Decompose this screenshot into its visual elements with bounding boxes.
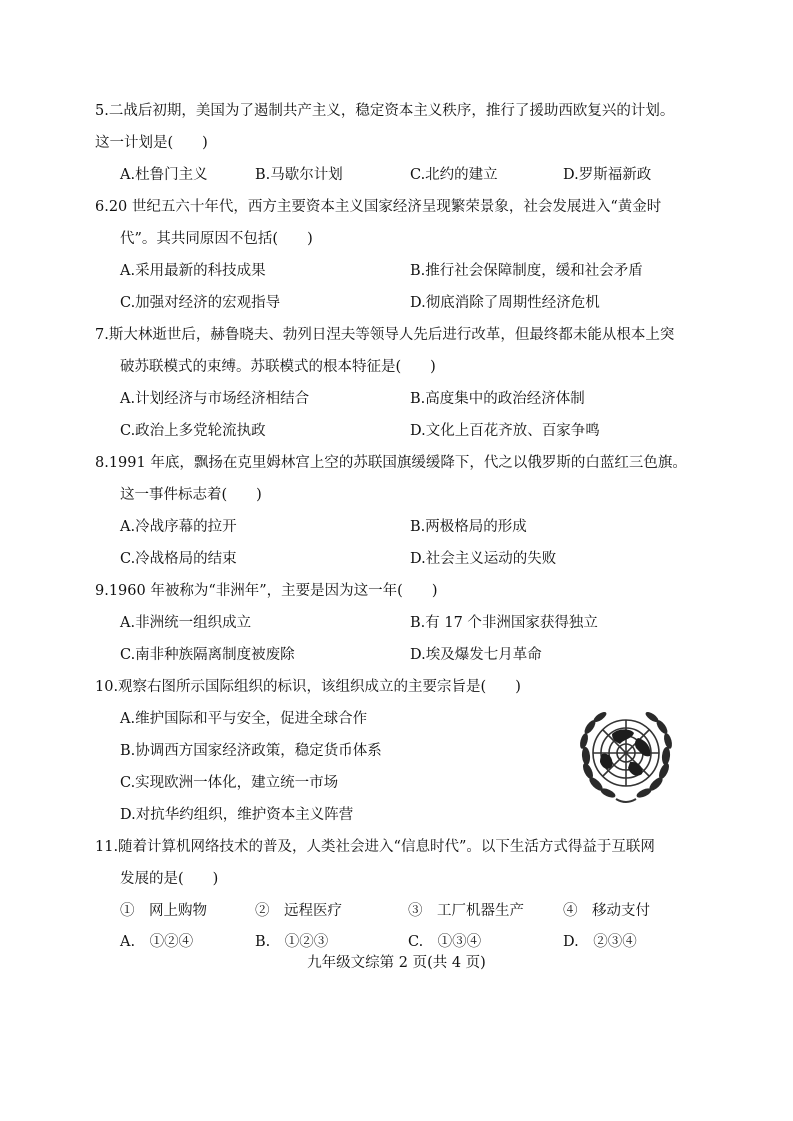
q11-option-b: B. ①②③ (255, 934, 329, 950)
q10-option-d: D.对抗华约组织，维护资本主义阵营 (120, 807, 354, 823)
q5-option-b: B.马歇尔计划 (255, 167, 343, 183)
q8-stem-line1: 8.1991 年底，飘扬在克里姆林宫上空的苏联国旗缓缓降下，代之以俄罗斯的白蓝红三色旗。 (95, 455, 687, 471)
q8-option-d: D.社会主义运动的失败 (410, 551, 557, 567)
q10-stem-line1: 10.观察右图所示国际组织的标识，该组织成立的主要宗旨是( ) (95, 679, 521, 695)
un-emblem-icon (572, 706, 680, 806)
q7-option-d: D.文化上百花齐放、百家争鸣 (410, 423, 600, 439)
q6-stem-line2: 代”。其共同原因不包括( ) (120, 231, 313, 247)
q11-option-d: D. ②③④ (563, 934, 637, 950)
q11-item-3: ③ 工厂机器生产 (408, 903, 524, 919)
q11-item-2: ② 远程医疗 (255, 903, 342, 919)
q8-option-a: A.冷战序幕的拉开 (120, 519, 237, 535)
q7-option-a: A.计划经济与市场经济相结合 (120, 391, 310, 407)
q9-option-b: B.有 17 个非洲国家获得独立 (410, 615, 598, 631)
q11-option-c: C. ①③④ (408, 934, 482, 950)
q7-stem-line1: 7.斯大林逝世后，赫鲁晓夫、勃列日涅夫等领导人先后进行改革，但最终都未能从根本上突 (95, 327, 675, 343)
q5-option-a: A.杜鲁门主义 (120, 167, 208, 183)
q11-item-1: ① 网上购物 (120, 903, 207, 919)
q5-option-c: C.北约的建立 (410, 167, 498, 183)
q9-option-c: C.南非种族隔离制度被废除 (120, 647, 295, 663)
q9-stem-line1: 9.1960 年被称为“非洲年”，主要是因为这一年( ) (95, 583, 438, 599)
q11-stem-line2: 发展的是( ) (120, 871, 219, 887)
q5-stem-line2: 这一计划是( ) (95, 135, 208, 151)
q6-option-a: A.采用最新的科技成果 (120, 263, 266, 279)
q6-option-d: D.彻底消除了周期性经济危机 (410, 295, 600, 311)
q5-option-d: D.罗斯福新政 (563, 167, 652, 183)
page-footer: 九年级文综第 2 页(共 4 页) (307, 955, 486, 971)
q11-stem-line1: 11.随着计算机网络技术的普及，人类社会进入“信息时代”。以下生活方式得益于互联网 (95, 839, 655, 855)
q9-option-a: A.非洲统一组织成立 (120, 615, 252, 631)
q6-option-c: C.加强对经济的宏观指导 (120, 295, 281, 311)
q5-stem-line1: 5.二战后初期，美国为了遏制共产主义，稳定资本主义秩序，推行了援助西欧复兴的计划。 (95, 103, 675, 119)
q7-option-c: C.政治上多党轮流执政 (120, 423, 266, 439)
q10-option-b: B.协调西方国家经济政策，稳定货币体系 (120, 743, 382, 759)
q7-option-b: B.高度集中的政治经济体制 (410, 391, 585, 407)
q10-option-c: C.实现欧洲一体化，建立统一市场 (120, 775, 339, 791)
q8-option-c: C.冷战格局的结束 (120, 551, 237, 567)
q7-stem-line2: 破苏联模式的束缚。苏联模式的根本特征是( ) (120, 359, 436, 375)
q10-option-a: A.维护国际和平与安全，促进全球合作 (120, 711, 368, 727)
q6-stem-line1: 6.20 世纪五六十年代，西方主要资本主义国家经济呈现繁荣景象，社会发展进入“黄金时 (95, 199, 662, 215)
q9-option-d: D.埃及爆发七月革命 (410, 647, 542, 663)
q8-option-b: B.两极格局的形成 (410, 519, 527, 535)
q11-item-4: ④ 移动支付 (563, 903, 650, 919)
q11-option-a: A. ①②④ (120, 934, 194, 950)
q8-stem-line2: 这一事件标志着( ) (120, 487, 262, 503)
q6-option-b: B.推行社会保障制度，缓和社会矛盾 (410, 263, 643, 279)
